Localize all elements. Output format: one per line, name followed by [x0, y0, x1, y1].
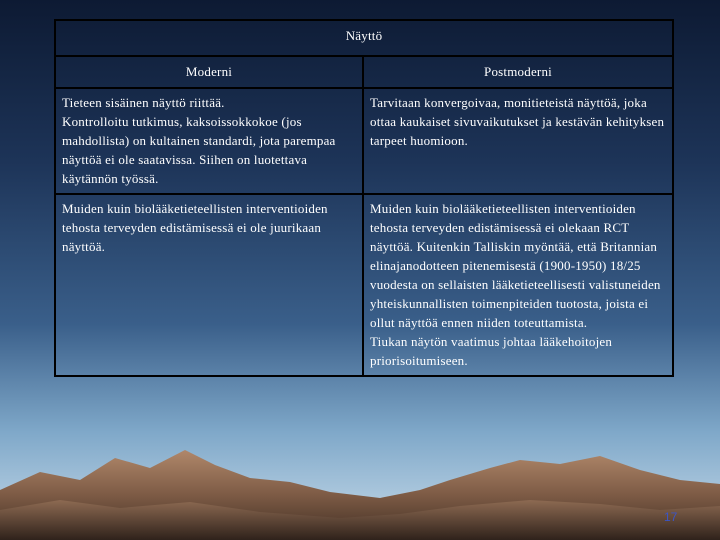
column-header-postmoderni: Postmoderni: [363, 56, 673, 88]
header-row: [55, 56, 673, 88]
table-cell: [363, 88, 673, 194]
cell-text: Tarvitaan konvergoivaa, monitieteistä näyttöä, joka ottaa kaukaiset sivuvaikutukset ja kestävän kehityksen tarpeet huomioon.: [370, 95, 665, 148]
cell-text: Tieteen sisäinen näyttö riittää. Kontrolloitu tutkimus, kaksoissokkokoe (jos mahdollista) on kultainen standardi, jota parempaa näyttöä ei ole saatavissa. Siihen on luotettava käytännön työssä.: [62, 95, 336, 186]
cell-text: Muiden kuin biolääketieteellisten interventioiden tehosta terveyden edistämisessä ei ole juurikaan näyttöä.: [62, 201, 328, 254]
table-row: [55, 194, 673, 376]
table-cell: [55, 88, 363, 194]
column-header-moderni: Moderni: [55, 56, 363, 88]
comparison-table: [54, 19, 674, 377]
mountain-background: [0, 420, 720, 540]
slide-number: 17: [664, 510, 678, 524]
title-row: [55, 20, 673, 56]
cell-text: Muiden kuin biolääketieteellisten interventioiden tehosta terveyden edistämisessä ei olekaan RCT näyttöä. Kuitenkin Talliskin myöntää, että Britannian elinajanodotteen pitenemisestä (1900-1950) 18/25 vuodesta on sellaisten lääketieteellisesti valistuneiden yhteiskunnallisten toimenpiteiden tuotosta, joista ei ollut näyttöä ennen niiden toteuttamista. Tiukan näytön vaatimus johtaa lääkehoitojen priorisoitumiseen.: [370, 201, 661, 368]
table-cell: [363, 194, 673, 376]
table-row: [55, 88, 673, 194]
table-title: Näyttö: [55, 20, 673, 56]
table-cell: [55, 194, 363, 376]
